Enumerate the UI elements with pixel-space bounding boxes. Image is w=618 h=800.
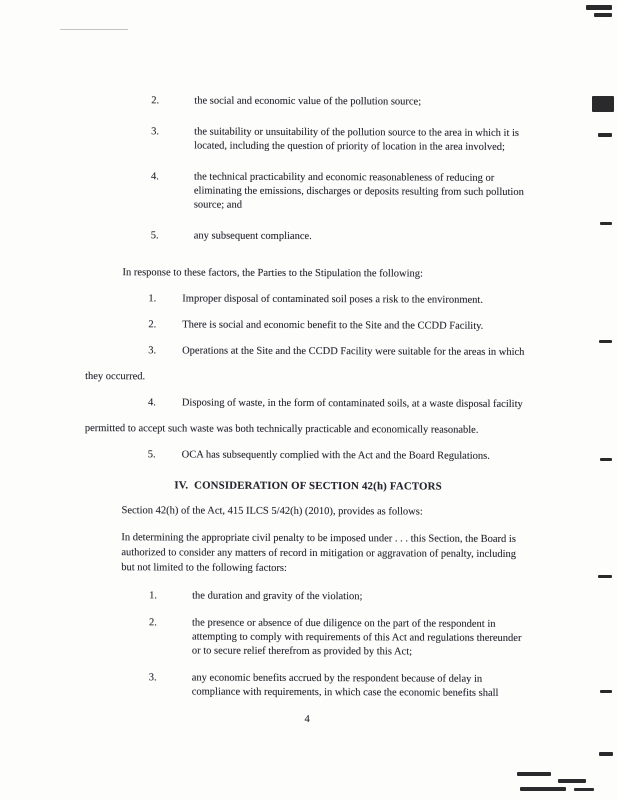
scan-mark bbox=[599, 752, 613, 756]
response-item bbox=[85, 442, 532, 470]
response-item-number: 5. bbox=[147, 449, 156, 461]
response-item-text: Improper disposal of contaminated soil poses a risk to the environment. bbox=[182, 293, 483, 306]
quote-item-number: 2. bbox=[149, 617, 157, 629]
scan-mark bbox=[594, 13, 612, 17]
factor-item-number: 2. bbox=[151, 95, 160, 107]
page-number: 4 bbox=[304, 713, 310, 726]
response-item-number: 1. bbox=[148, 293, 157, 305]
factor-item bbox=[151, 229, 533, 245]
scan-mark bbox=[598, 575, 612, 578]
quote-item-text: the presence or absence of due diligence on the part of the respondent in attempting to comply with requirements of this Act and regulations thereunder or to secure relief therefrom as provided by this Act; bbox=[191, 617, 522, 658]
quote-factor-item bbox=[149, 616, 531, 660]
response-item-text: There is social and economic benefit to the Site and the CCDD Facility. bbox=[182, 319, 484, 332]
factor-item bbox=[151, 94, 533, 110]
scan-mark bbox=[592, 96, 614, 112]
quote-intro: In determining the appropriate civil penalty to be imposed under . . . this Section, the Board is authorized to consider any matters of record in mitigation or aggravation of penalty, including but not limited to the following factors: bbox=[121, 532, 517, 574]
scan-mark bbox=[599, 340, 612, 343]
factor-item-number: 5. bbox=[150, 230, 159, 242]
scan-mark bbox=[574, 788, 594, 791]
quote-item-text: the duration and gravity of the violation; bbox=[192, 590, 363, 603]
response-item bbox=[85, 312, 532, 340]
factor-item-text: the social and economic value of the pollution source; bbox=[194, 95, 422, 108]
quote-item-number: 3. bbox=[148, 672, 157, 684]
response-item bbox=[85, 390, 532, 444]
section-intro: Section 42(h) of the Act, 415 ILCS 5/42(h) (2010), provides as follows: bbox=[121, 505, 423, 518]
response-item bbox=[85, 338, 532, 392]
response-item-text: OCA has subsequently complied with the Act and the Board Regulations. bbox=[181, 449, 490, 462]
scan-mark bbox=[517, 772, 551, 776]
scan-mark bbox=[600, 222, 612, 225]
response-item-text: Operations at the Site and the CCDD Facility were suitable for the areas in which they occurred. bbox=[85, 345, 525, 383]
scan-edge-line bbox=[60, 29, 128, 30]
response-item-number: 2. bbox=[148, 319, 157, 331]
factor-item-number: 3. bbox=[151, 126, 160, 138]
response-intro: In response to these factors, the Parties to the Stipulation the following: bbox=[122, 267, 423, 280]
factor-item-text: the technical practicability and economic reasonableness of reducing or eliminating the emissions, discharges or deposits resulting from such pollution source; and bbox=[193, 171, 524, 211]
response-item bbox=[85, 286, 532, 314]
section-heading: IV. CONSIDERATION OF SECTION 42(h) FACTORS bbox=[174, 479, 442, 493]
response-item-text: Disposing of waste, in the form of contaminated soils, at a waste disposal facility permitted to accept such waste was both technically practicable and economically reasonable. bbox=[84, 397, 523, 436]
factor-item-number: 4. bbox=[150, 171, 159, 183]
scan-mark bbox=[558, 779, 586, 783]
scan-mark bbox=[600, 458, 612, 461]
quote-factor-item bbox=[149, 589, 531, 605]
quote-item-text: any economic benefits accrued by the respondent because of delay in compliance with requirements, in which case the economic benefits shall bbox=[191, 672, 499, 699]
statute-quote-block bbox=[121, 530, 532, 701]
quote-factor-item bbox=[149, 671, 531, 701]
scan-mark bbox=[520, 787, 566, 791]
response-item-number: 4. bbox=[147, 397, 156, 409]
factor-item bbox=[151, 125, 533, 155]
factor-item-text: any subsequent compliance. bbox=[193, 230, 312, 243]
quote-item-number: 1. bbox=[149, 590, 158, 602]
factor-item-text: the suitability or unsuitability of the pollution source to the area in which it is located, including the question of priority of location in the area involved; bbox=[194, 126, 520, 153]
scan-mark bbox=[598, 133, 612, 137]
scan-mark bbox=[586, 5, 612, 10]
response-item-number: 3. bbox=[148, 345, 157, 357]
factor-item bbox=[151, 170, 533, 214]
scan-mark bbox=[600, 690, 612, 693]
